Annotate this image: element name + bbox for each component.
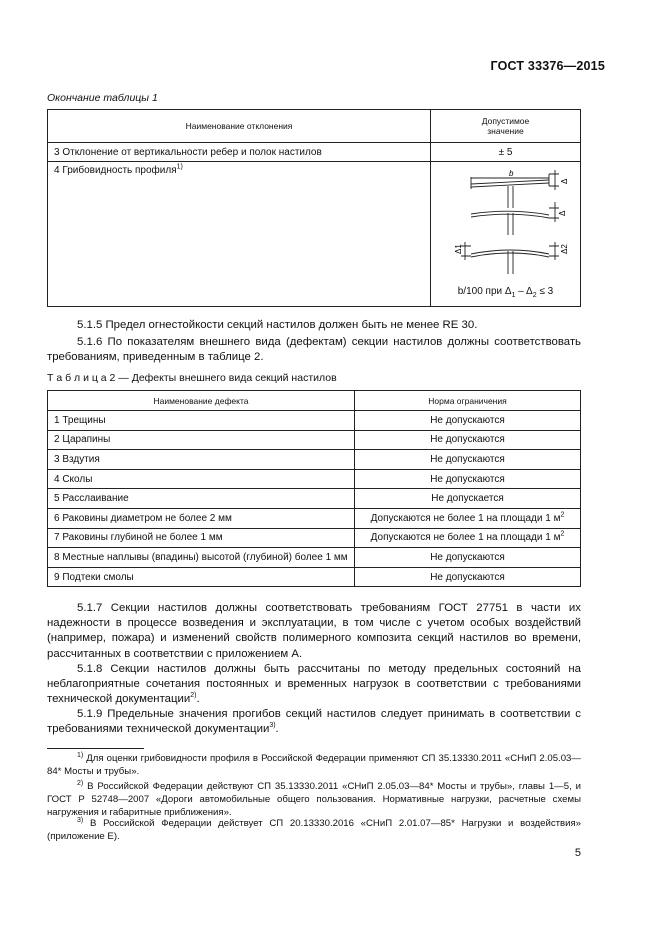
formula-sub-1: 1 xyxy=(511,292,516,299)
figure-label-delta2: Δ2 xyxy=(560,244,569,254)
table2-defect-name: 3 Вздутия xyxy=(48,450,355,470)
table2-defect-name: 6 Раковины диаметром не более 2 мм xyxy=(48,508,355,528)
footnote-ref-1: 1) xyxy=(176,163,183,171)
table2-defect-name: 5 Расслаивание xyxy=(48,489,355,509)
table2-defect-norm xyxy=(355,450,581,470)
document-header: ГОСТ 33376—2015 xyxy=(490,59,605,73)
table2-header-name: Наименование дефекта xyxy=(48,391,355,411)
footnote-ref-3: 3) xyxy=(269,722,276,730)
table2-norm-text: Не допускаются xyxy=(430,414,505,426)
table2-norm-text: Не допускаются xyxy=(430,571,505,583)
table1-header-value xyxy=(431,110,581,143)
table2-norm-sup: 2 xyxy=(560,531,565,539)
table2-defect-name: 2 Царапины xyxy=(48,430,355,450)
figure-label-b: b xyxy=(509,169,514,178)
table2-row xyxy=(48,528,581,548)
table2-norm-text: Не допускаются xyxy=(430,551,505,563)
table2-defect-norm xyxy=(355,508,581,528)
table2-defect-name: 8 Местные наплывы (впадины) высотой (глубиной) более 1 мм xyxy=(48,548,355,568)
table1-caption: Окончание таблицы 1 xyxy=(47,92,158,104)
table2 xyxy=(47,390,581,587)
paragraph-5-1-5: 5.1.5 Предел огнестойкости секций настилов должен быть не менее RE 30. xyxy=(77,319,478,331)
paragraph-5-1-6: 5.1.6 По показателям внешнего вида (дефектам) секции настилов должны соответствовать требованиям, приведенным в таблице 2. xyxy=(47,336,581,364)
table2-norm-text: Допускаются не более 1 на площади 1 м xyxy=(370,512,561,524)
footnote-3-text: В Российской Федерации действует СП 20.13330.2016 «СНиП 2.01.07—85* Нагрузки и воздействия» (приложение Е). xyxy=(47,818,581,843)
table2-defect-name: 7 Раковины глубиной не более 1 мм xyxy=(48,528,355,548)
figure-label-delta-top: Δ xyxy=(560,178,569,184)
page-number: 5 xyxy=(574,847,581,859)
table1-header-name: Наименование отклонения xyxy=(48,110,431,143)
table2-row xyxy=(48,411,581,431)
paragraph-5-1-8 xyxy=(47,662,581,708)
table2-row xyxy=(48,489,581,509)
table1 xyxy=(47,109,581,307)
footnote-2-text: В Российской Федерации действуют СП 35.13330.2011 «СНиП 2.05.03—84* Мосты и трубы», главы 1—5, и ГОСТ Р 52748—2007 «Дороги автомобильные общего пользования. Нормативные нагрузки, расчетные схемы нагружения и габаритные приближения». xyxy=(47,781,581,819)
table2-defect-norm xyxy=(355,430,581,450)
table2-row xyxy=(48,450,581,470)
table2-norm-text: Допускаются не более 1 на площади 1 м xyxy=(370,532,561,544)
paragraph-5-1-9 xyxy=(47,707,581,737)
footnote-1 xyxy=(47,752,581,778)
footnote-1-text: Для оценки грибовидности профиля в Российской Федерации применяют СП 35.13330.2011 «СНиП 2.05.03—84* Мосты и трубы». xyxy=(47,753,581,778)
table2-defect-norm xyxy=(355,489,581,509)
table1-row3-value: ± 5 xyxy=(431,143,581,162)
table1-row4-name: 4 Грибовидность профиля xyxy=(54,165,177,176)
table1-header-value-line2: значение xyxy=(487,126,524,136)
table2-header-norm: Норма ограничения xyxy=(355,391,581,411)
table2-defect-norm xyxy=(355,469,581,489)
table2-caption-text: — Дефекты внешнего вида секций настилов xyxy=(115,372,337,384)
table2-norm-text: Не допускаются xyxy=(430,453,505,465)
footnote-2 xyxy=(47,780,581,820)
footnote-ref-2: 2) xyxy=(190,692,197,700)
paragraph-5-1-9-end: . xyxy=(275,723,279,736)
table2-norm-text: Не допускаются xyxy=(430,473,505,485)
table2-row xyxy=(48,430,581,450)
footnote-1-mark: 1) xyxy=(77,751,84,759)
table2-norm-text: Не допускаются xyxy=(430,434,505,446)
mushroom-profile-figure xyxy=(431,162,579,280)
table2-row xyxy=(48,567,581,587)
footnote-3 xyxy=(47,817,581,843)
formula-part-1: b/100 при Δ xyxy=(457,286,512,297)
figure-label-delta1: Δ1 xyxy=(454,244,463,254)
table2-norm-sup: 2 xyxy=(560,511,565,519)
table2-defect-name: 9 Подтеки смолы xyxy=(48,567,355,587)
footnote-separator xyxy=(47,748,144,749)
table2-norm-text: Не допускается xyxy=(431,493,504,505)
table1-row4-value-cell xyxy=(431,162,581,307)
figure-label-delta-mid: Δ xyxy=(558,210,567,216)
table2-defect-name: 4 Сколы xyxy=(48,469,355,489)
footnote-2-mark: 2) xyxy=(77,779,84,787)
table1-header-value-line1: Допустимое xyxy=(481,116,530,126)
table2-defect-norm xyxy=(355,528,581,548)
table1-row3-name: 3 Отклонение от вертикальности ребер и полок настилов xyxy=(48,143,431,162)
table2-defect-norm xyxy=(355,548,581,568)
footnote-3-mark: 3) xyxy=(77,816,84,824)
table1-row4-formula xyxy=(431,286,580,299)
table2-caption xyxy=(47,372,337,384)
formula-part-2: – Δ xyxy=(515,286,533,297)
formula-sub-2: 2 xyxy=(532,292,537,299)
table2-defect-norm xyxy=(355,411,581,431)
table2-row xyxy=(48,508,581,528)
table1-row4-name-cell xyxy=(48,162,431,307)
paragraph-5-1-9-text: 5.1.9 Предельные значения прогибов секций настилов следует принимать в соответствии с требованиями технической документации xyxy=(47,708,581,736)
table2-row xyxy=(48,469,581,489)
table2-defect-name: 1 Трещины xyxy=(48,411,355,431)
table2-caption-label: Т а б л и ц а 2 xyxy=(47,372,116,384)
paragraph-5-1-7: 5.1.7 Секции настилов должны соответствовать требованиям ГОСТ 27751 в части их надежности в процессе возведения и эксплуатации, в том числе с учетом особых воздействий (например, пожара) и изменений свойств полимерного композита секций настилов во времени, рассчитанных в соответствии с приложением А. xyxy=(47,602,581,660)
paragraph-5-1-8-text: 5.1.8 Секции настилов должны быть рассчитаны по методу предельных состояний на неблагоприятные сочетания постоянных и временных нагрузок в соответствии с требованиями технической документации xyxy=(47,663,581,706)
formula-part-3: ≤ 3 xyxy=(536,286,554,297)
paragraph-5-1-8-end: . xyxy=(196,693,200,706)
table2-row xyxy=(48,548,581,568)
table2-defect-norm xyxy=(355,567,581,587)
